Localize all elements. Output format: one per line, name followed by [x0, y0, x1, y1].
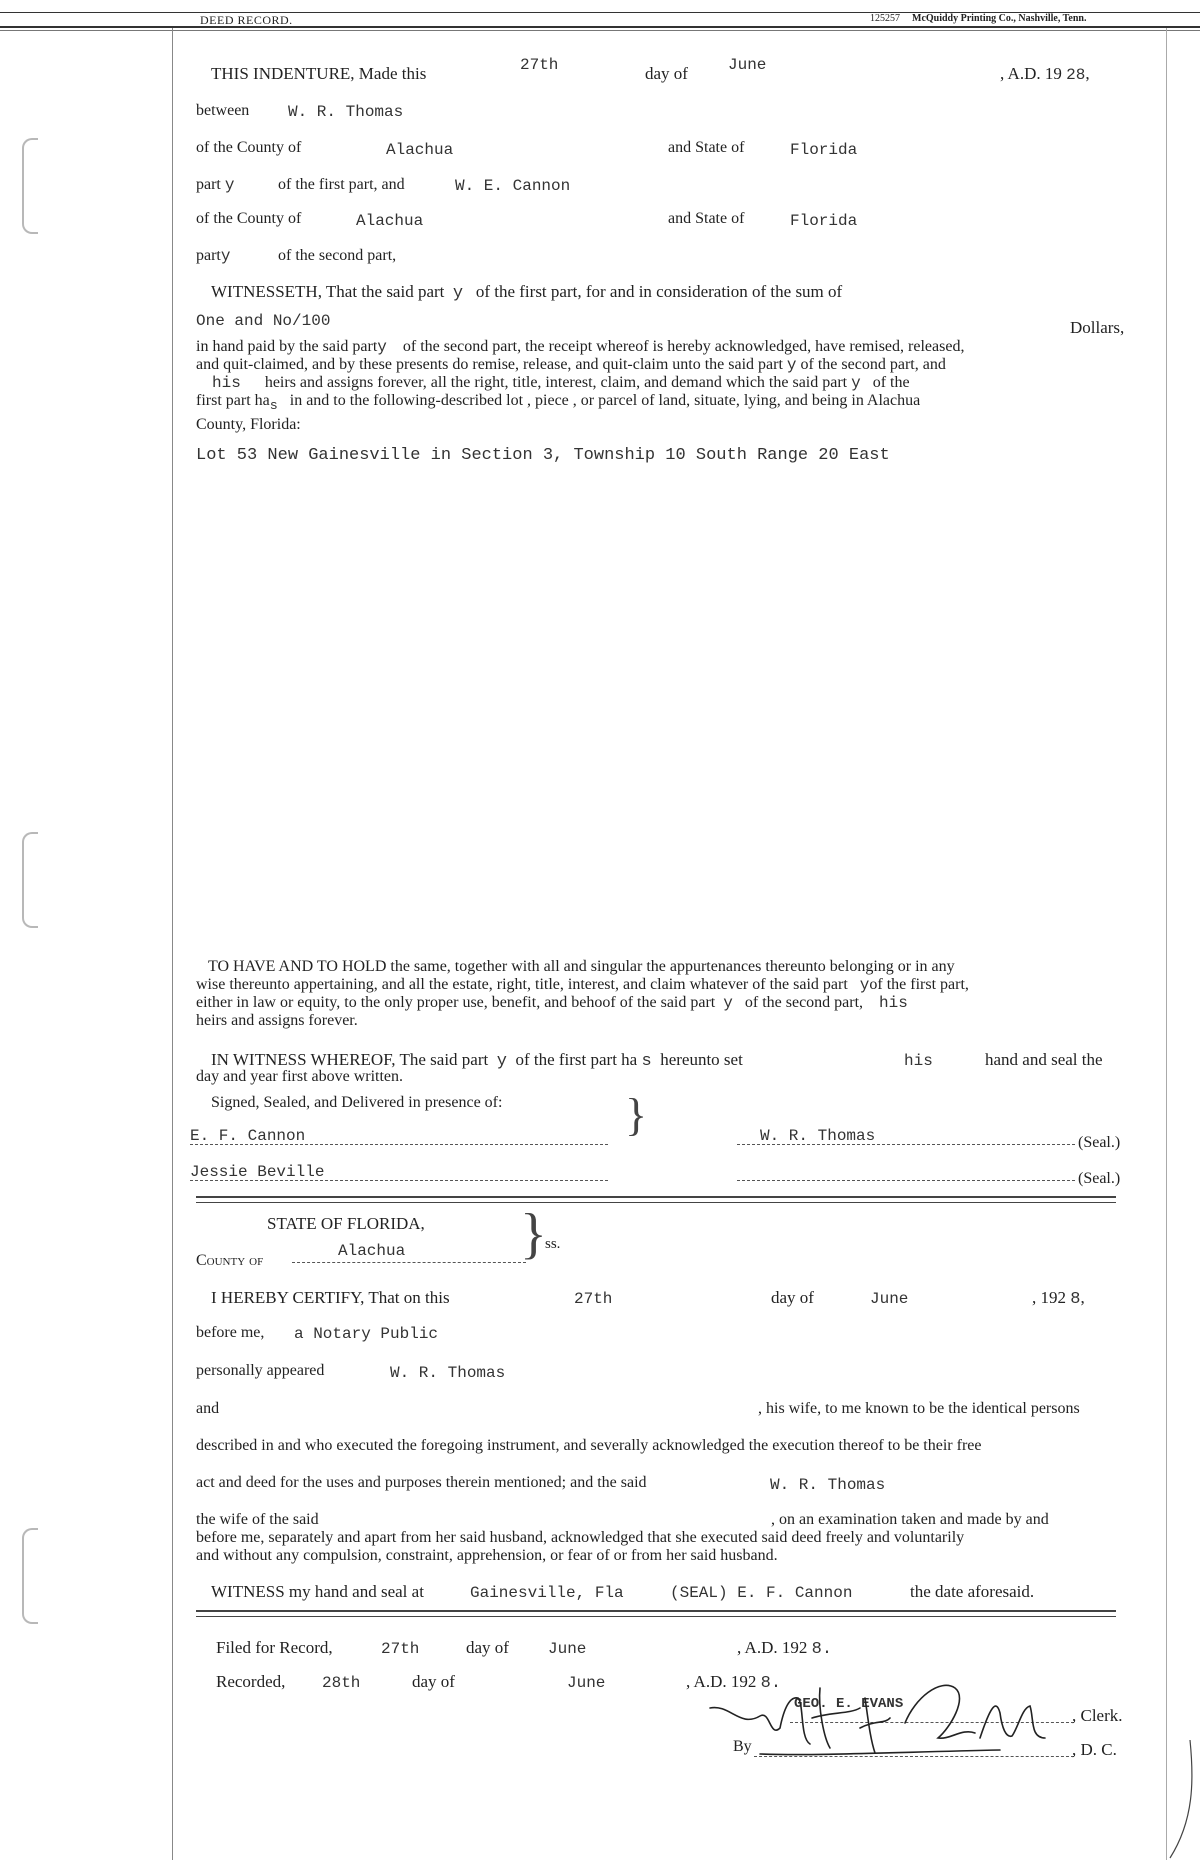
indenture-opening: THIS INDENTURE, Made this — [211, 64, 427, 83]
first-county: Alachua — [386, 141, 454, 159]
binder-hole-top — [22, 138, 38, 234]
ack-year: , 192 8, — [1032, 1288, 1085, 1309]
filed-day-of: day of — [466, 1638, 509, 1657]
appeared-label: personally appeared — [196, 1362, 325, 1379]
second-party-name: W. E. Cannon — [455, 177, 571, 195]
filed-month: June — [548, 1640, 587, 1658]
date-aforesaid: the date aforesaid. — [910, 1582, 1035, 1601]
indenture-year: 28 — [1066, 66, 1086, 84]
witnesseth-body: in hand paid by the said party of the second part, the receipt whereof is hereby acknowledged, have remised, released, and quit-claimed, and by these presents do remise, release, and quit-claim unto the said part y of the second part, and his heirs and assigns forever, all the right, title, interest, claim, and demand which the said part y of the first part $ha_s$ in and to the following-described lot , piece , or parcel of land, situate, lying, and being in Alachua County, Florida: — [196, 338, 965, 434]
wife-clause: , his wife, to me known to be the identical persons — [758, 1400, 1080, 1417]
day-year-first: day and year first above written. — [196, 1068, 404, 1085]
ack-place: Gainesville, Fla — [470, 1584, 624, 1602]
witness-brace: } — [625, 1089, 648, 1140]
witness-whereof-lead: IN WITNESS WHEREOF, The said part y of the first part ha s hereunto set — [211, 1050, 743, 1071]
second-part-party: party — [196, 247, 231, 265]
between-label: between — [196, 102, 250, 119]
habendum-body: TO HAVE AND TO HOLD the same, together with all and singular the appurtenances thereunto belonging or in any wise thereunto appertaining, and all the estate, right, title, interest, and claim whatever of the said part yof the first part, either in law or equity, to the only proper use, benefit, and behoof of the said part y of the second part, his heirs and assigns forever. — [196, 958, 969, 1029]
second-county: Alachua — [356, 212, 424, 230]
act-name: W. R. Thomas — [770, 1476, 886, 1494]
ss-label: ss. — [545, 1236, 561, 1252]
witness-hand-label: WITNESS my hand and seal at — [211, 1582, 424, 1601]
dc-label: , D. C. — [1072, 1740, 1117, 1759]
first-state-label: and State of — [668, 139, 745, 156]
second-part-label: of the second part, — [278, 247, 397, 264]
ack-day-of: day of — [771, 1288, 814, 1307]
page-curl-icon — [1160, 1740, 1200, 1860]
grantor-signature: W. R. Thomas — [760, 1127, 876, 1145]
ack-county: Alachua — [338, 1242, 406, 1260]
first-state: Florida — [790, 141, 858, 159]
ss-brace: } — [520, 1203, 547, 1265]
recorded-label: Recorded, — [216, 1672, 286, 1691]
ack-day: 27th — [574, 1290, 613, 1308]
clerk-label: , Clerk. — [1072, 1706, 1123, 1725]
witness-1-signature: E. F. Cannon — [190, 1127, 306, 1145]
second-state-label: and State of — [668, 210, 745, 227]
indenture-month: June — [728, 56, 767, 74]
indenture-day: 27th — [520, 56, 559, 74]
filed-day: 27th — [381, 1640, 420, 1658]
signed-sealed-label: Signed, Sealed, and Delivered in presence of: — [211, 1094, 503, 1111]
printer-code: 125257 — [870, 13, 900, 24]
ad-label: , A.D. 19 28, — [1000, 64, 1090, 84]
by-label: By — [733, 1738, 752, 1755]
recorded-month: June — [567, 1674, 606, 1692]
legal-description: Lot 53 New Gainesville in Section 3, Township 10 South Range 20 East — [196, 446, 890, 465]
witness-whereof-end: hand and seal the — [985, 1050, 1103, 1069]
clerk-name: GEO. E. EVANS — [794, 1696, 904, 1712]
county-of-label: County of — [196, 1252, 264, 1269]
before-me-label: before me, — [196, 1324, 265, 1341]
notary-seal-signature: (SEAL) E. F. Cannon — [670, 1584, 853, 1602]
consideration-sum: One and No/100 — [196, 312, 331, 330]
binder-hole-bottom — [22, 1528, 38, 1624]
second-state: Florida — [790, 212, 858, 230]
notary-officer: a Notary Public — [294, 1325, 439, 1343]
recorded-year: , A.D. 192 8. — [686, 1672, 782, 1693]
section-divider-1 — [196, 1196, 1116, 1203]
ack-month: June — [870, 1290, 909, 1308]
recorded-day-of: day of — [412, 1672, 455, 1691]
described-clause: described in and who executed the foregoing instrument, and severally acknowledged the execution thereof to be their free — [196, 1437, 982, 1454]
seal-label-1: (Seal.) — [1078, 1134, 1121, 1151]
filed-label: Filed for Record, — [216, 1638, 333, 1657]
certify-lead: I HEREBY CERTIFY, That on this — [211, 1288, 450, 1307]
first-party-name: W. R. Thomas — [288, 103, 404, 121]
seal-label-2: (Seal.) — [1078, 1170, 1121, 1187]
separate-exam: the wife of the said , on an examination taken and made by and before me, separately and apart from her said husband, acknowledged that she executed said deed freely and voluntarily and without any compulsion, constraint, apprehension, or fear of or from her said husband. — [196, 1511, 1049, 1564]
section-divider-2 — [196, 1610, 1116, 1617]
first-county-label: of the County of — [196, 139, 302, 156]
binder-hole-middle — [22, 832, 38, 928]
act-clause: act and deed for the uses and purposes therein mentioned; and the said — [196, 1474, 647, 1491]
witness-2-signature: Jessie Beville — [190, 1163, 325, 1181]
printer-name: McQuiddy Printing Co., Nashville, Tenn. — [912, 13, 1087, 24]
second-county-label: of the County of — [196, 210, 302, 227]
dollars-label: Dollars, — [1070, 318, 1125, 337]
state-of-florida: STATE OF FLORIDA, — [267, 1214, 425, 1233]
witness-whereof-his: his — [904, 1052, 933, 1070]
witnesseth-lead: WITNESSETH, That the said part y of the first part, for and in consideration of the sum of — [211, 282, 843, 303]
appeared-name: W. R. Thomas — [390, 1364, 506, 1382]
first-part-label: part y — [196, 176, 235, 194]
first-part-and: of the first part, and — [278, 176, 405, 193]
and-label: and — [196, 1400, 220, 1417]
deputy-clerk-signature-icon — [700, 1668, 1060, 1768]
day-of-label: day of — [645, 64, 688, 83]
deed-record-header: DEED RECORD. — [200, 13, 293, 27]
filed-year: , A.D. 192 8. — [737, 1638, 833, 1659]
recorded-day: 28th — [322, 1674, 361, 1692]
